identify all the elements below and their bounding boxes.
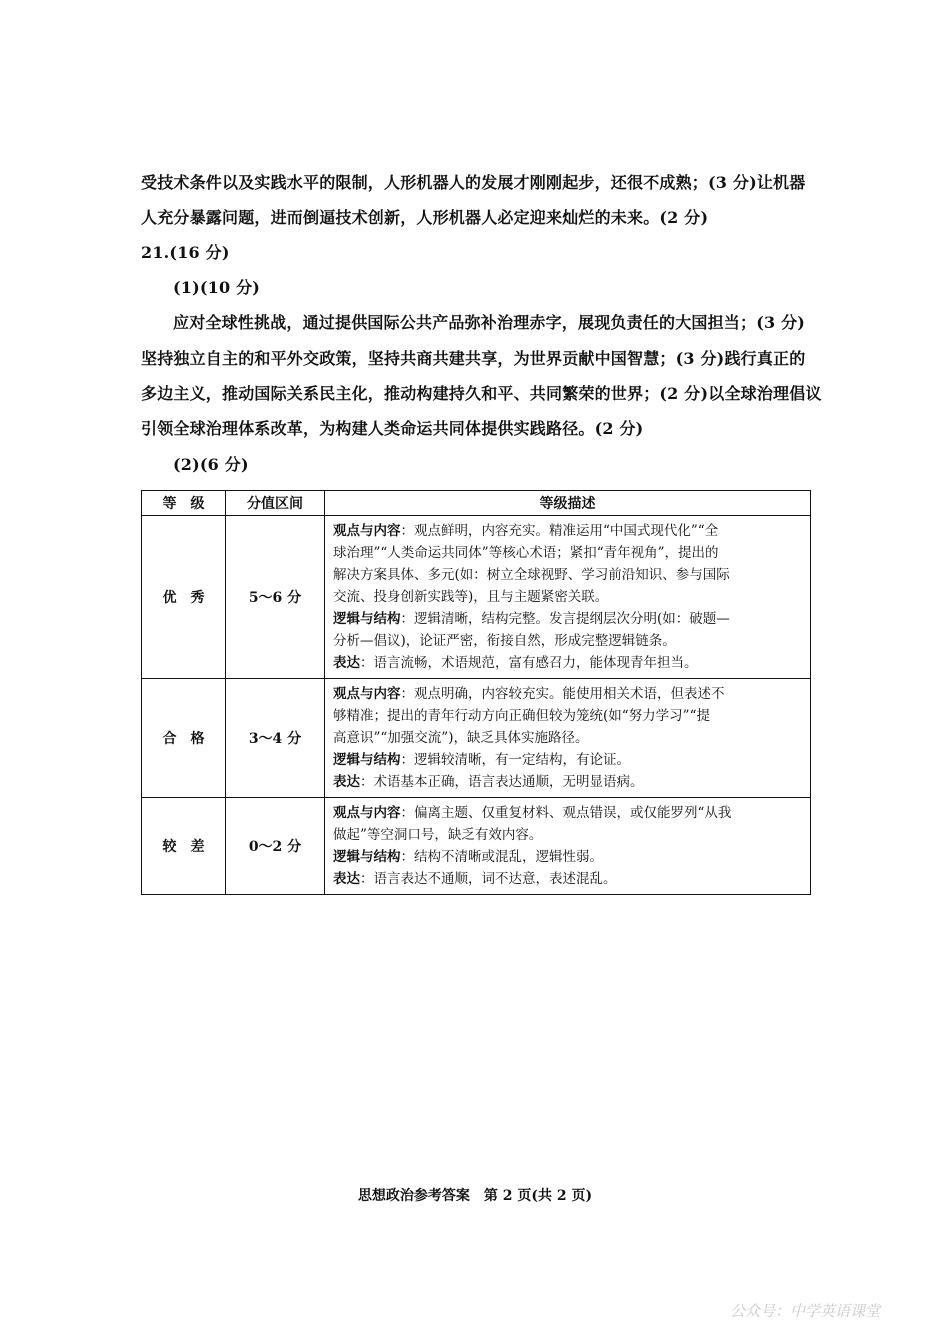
paragraph-line: 多边主义，推动国际关系民主化，推动构建持久和平、共同繁荣的世界；(2 分)以全球治理倡议 — [141, 384, 822, 403]
grading-table — [141, 490, 811, 895]
criterion-heading: 观点与内容 — [333, 805, 401, 821]
description-cell — [325, 798, 811, 895]
criterion-heading: 观点与内容 — [333, 686, 401, 702]
criterion-heading: 逻辑与结构 — [333, 752, 401, 768]
table-header-row — [142, 491, 811, 516]
table-row — [142, 516, 811, 679]
criterion-text: 够精准；提出的青年行动方向正确但较为笼统(如“努力学习”“提 — [333, 708, 710, 724]
description-cell — [325, 516, 811, 679]
criterion-text: 解决方案具体、多元(如：树立全球视野、学习前沿知识、参与国际 — [333, 567, 730, 583]
header-desc: 等级描述 — [325, 491, 811, 516]
criterion-heading: 逻辑与结构 — [333, 849, 401, 865]
table-row — [142, 798, 811, 895]
table-row — [142, 679, 811, 798]
header-range: 分值区间 — [226, 491, 325, 516]
subquestion-label: (1)(10 分) — [173, 278, 261, 297]
criterion-heading: 表达 — [333, 774, 360, 790]
paragraph-line: 受技术条件以及实践水平的限制，人形机器人的发展才刚刚起步，还很不成熟；(3 分)让机器 — [141, 173, 806, 192]
criterion-heading: 表达 — [333, 871, 360, 887]
criterion-text: 高意识”“加强交流”)，缺乏具体实施路径。 — [333, 730, 589, 746]
criterion-text: ：观点鲜明，内容充实。精准运用“中国式现代化”“全 — [400, 523, 719, 539]
paragraph-line: 应对全球性挑战，通过提供国际公共产品弥补治理赤字，展现负责任的大国担当；(3 分) — [173, 313, 806, 332]
criterion-heading: 观点与内容 — [333, 523, 401, 539]
page-footer: 思想政治参考答案 第 2 页(共 2 页) — [357, 1188, 593, 1204]
grade-cell: 较 差 — [142, 798, 226, 895]
criterion-text: ：语言流畅，术语规范，富有感召力，能体现青年担当。 — [360, 655, 698, 671]
paragraph-line: 坚持独立自主的和平外交政策，坚持共商共建共享，为世界贡献中国智慧；(3 分)践行真正的 — [141, 349, 806, 368]
criterion-text: ：语言表达不通顺，词不达意，表述混乱。 — [360, 871, 617, 887]
criterion-text: ：术语基本正确，语言表达通顺，无明显语病。 — [360, 774, 644, 790]
range-cell: 5～6 分 — [226, 516, 325, 679]
criterion-text: 交流、投身创新实践等)，且与主题紧密关联。 — [333, 589, 609, 605]
criterion-text: ：观点明确，内容较充实。能使用相关术语，但表述不 — [400, 686, 725, 702]
criterion-text: ：偏离主题、仅重复材料、观点错误，或仅能罗列“从我 — [400, 805, 732, 821]
header-grade: 等 级 — [142, 491, 226, 516]
criterion-heading: 逻辑与结构 — [333, 611, 401, 627]
criterion-text: ：结构不清晰或混乱，逻辑性弱。 — [400, 849, 603, 865]
watermark: 公众号：中学英语课堂 — [729, 1302, 880, 1320]
criterion-text: 球治理”“人类命运共同体”等核心术语；紧扣“青年视角”，提出的 — [333, 545, 719, 561]
grade-cell: 优 秀 — [142, 516, 226, 679]
criterion-heading: 表达 — [333, 655, 360, 671]
range-cell: 3～4 分 — [226, 679, 325, 798]
paragraph-line: 引领全球治理体系改革，为构建人类命运共同体提供实践路径。(2 分) — [141, 419, 644, 438]
criterion-text: 分析—倡议)，论证严密，衔接自然，形成完整逻辑链条。 — [333, 633, 676, 649]
question-number: 21.(16 分) — [141, 243, 230, 262]
criterion-text: ：逻辑清晰，结构完整。发言提纲层次分明(如：破题— — [400, 611, 730, 627]
criterion-text: ：逻辑较清晰，有一定结构，有论证。 — [400, 752, 630, 768]
criterion-text: 做起”等空洞口号，缺乏有效内容。 — [333, 827, 543, 843]
grade-cell: 合 格 — [142, 679, 226, 798]
subquestion-label: (2)(6 分) — [173, 455, 249, 474]
range-cell: 0～2 分 — [226, 798, 325, 895]
paragraph-line: 人充分暴露问题，进而倒逼技术创新，人形机器人必定迎来灿烂的未来。(2 分) — [141, 208, 709, 227]
description-cell — [325, 679, 811, 798]
